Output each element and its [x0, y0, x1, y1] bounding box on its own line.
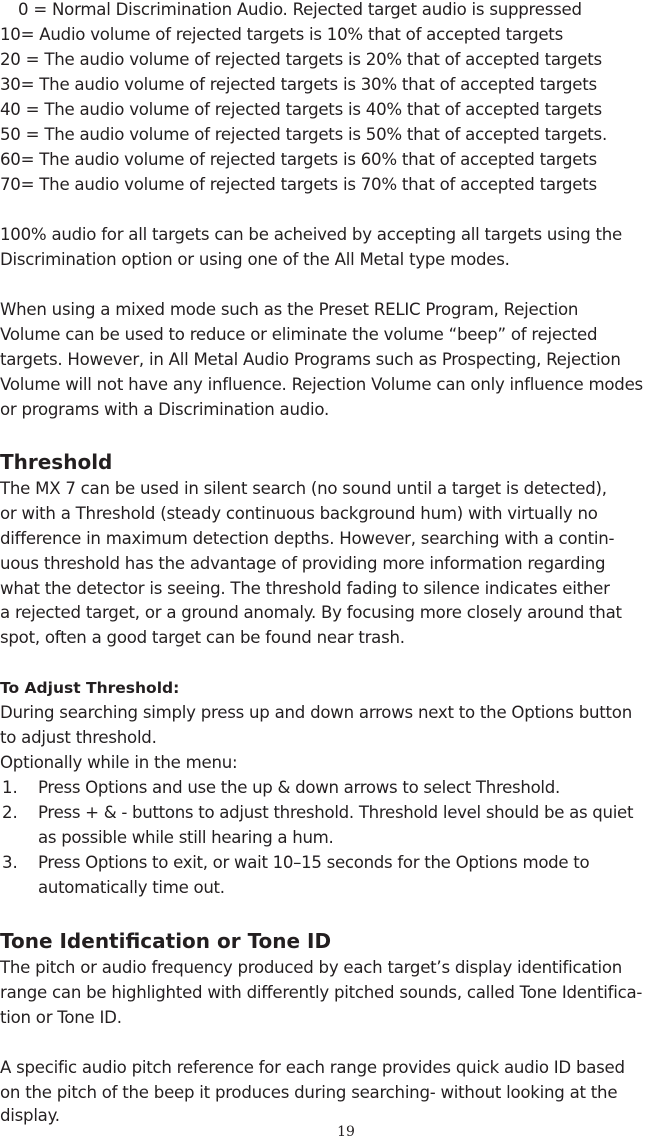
paragraph-line: The MX 7 can be used in silent search (no sound until a target is detected), [0, 479, 607, 498]
volume-level-line: 0 = Normal Discrimination Audio. Rejected target audio is suppressed [18, 0, 582, 19]
step-number: 3. [2, 853, 18, 872]
paragraph-line: or with a Threshold (steady continuous background hum) with virtually no [0, 504, 598, 523]
paragraph-line: When using a mixed mode such as the Preset RELIC Program, Rejection [0, 300, 579, 319]
paragraph-line: Discrimination option or using one of the All Metal type modes. [0, 250, 510, 269]
paragraph-line: to adjust threshold. [0, 728, 157, 747]
step-text: Press + & - buttons to adjust threshold. Threshold level should be as quiet [38, 803, 634, 822]
section-heading-tone-id: Tone Identification or Tone ID [0, 929, 332, 953]
paragraph-line: spot, often a good target can be found near trash. [0, 628, 405, 647]
paragraph-line: or programs with a Discrimination audio. [0, 400, 329, 419]
paragraph-line: Optionally while in the menu: [0, 753, 238, 772]
paragraph-line: 100% audio for all targets can be acheived by accepting all targets using the [0, 225, 623, 244]
volume-level-line: 30= The audio volume of rejected targets is 30% that of accepted targets [0, 75, 597, 94]
paragraph-line: difference in maximum detection depths. However, searching with a contin- [0, 529, 615, 548]
paragraph-line: on the pitch of the beep it produces during searching- without looking at the [0, 1083, 618, 1102]
paragraph-line: tion or Tone ID. [0, 1008, 122, 1027]
paragraph-line: The pitch or audio frequency produced by each target’s display identification [0, 958, 623, 977]
step-number: 1. [2, 778, 18, 797]
paragraph-line: display. [0, 1106, 60, 1125]
subheading-adjust-threshold: To Adjust Threshold: [0, 679, 180, 697]
step-text: Press Options to exit, or wait 10–15 seconds for the Options mode to [38, 853, 590, 872]
section-heading-threshold: Threshold [0, 450, 113, 474]
paragraph-line: a rejected target, or a ground anomaly. By focusing more closely around that [0, 603, 622, 622]
volume-level-line: 20 = The audio volume of rejected targets is 20% that of accepted targets [0, 50, 602, 69]
paragraph-line: targets. However, in All Metal Audio Programs such as Prospecting, Rejection [0, 350, 621, 369]
volume-level-line: 40 = The audio volume of rejected targets is 40% that of accepted targets [0, 100, 602, 119]
step-number: 2. [2, 803, 18, 822]
paragraph-line: During searching simply press up and down arrows next to the Options button [0, 703, 632, 722]
step-text: Press Options and use the up & down arrows to select Threshold. [38, 778, 560, 797]
volume-level-line: 60= The audio volume of rejected targets is 60% that of accepted targets [0, 150, 597, 169]
paragraph-line: Volume can be used to reduce or eliminate the volume “beep” of rejected [0, 325, 598, 344]
volume-level-line: 70= The audio volume of rejected targets is 70% that of accepted targets [0, 175, 597, 194]
paragraph-line: A specific audio pitch reference for each range provides quick audio ID based [0, 1058, 625, 1077]
volume-level-line: 50 = The audio volume of rejected targets is 50% that of accepted targets. [0, 125, 607, 144]
paragraph-line: Volume will not have any influence. Rejection Volume can only influence modes [0, 375, 643, 394]
page-number: 19 [337, 1124, 355, 1140]
paragraph-line: range can be highlighted with differently pitched sounds, called Tone Identifica- [0, 983, 643, 1002]
step-text: automatically time out. [38, 878, 225, 897]
paragraph-line: uous threshold has the advantage of providing more information regarding [0, 554, 606, 573]
paragraph-line: what the detector is seeing. The threshold fading to silence indicates either [0, 579, 610, 598]
step-text: as possible while still hearing a hum. [38, 828, 334, 847]
volume-level-line: 10= Audio volume of rejected targets is 10% that of accepted targets [0, 25, 563, 44]
